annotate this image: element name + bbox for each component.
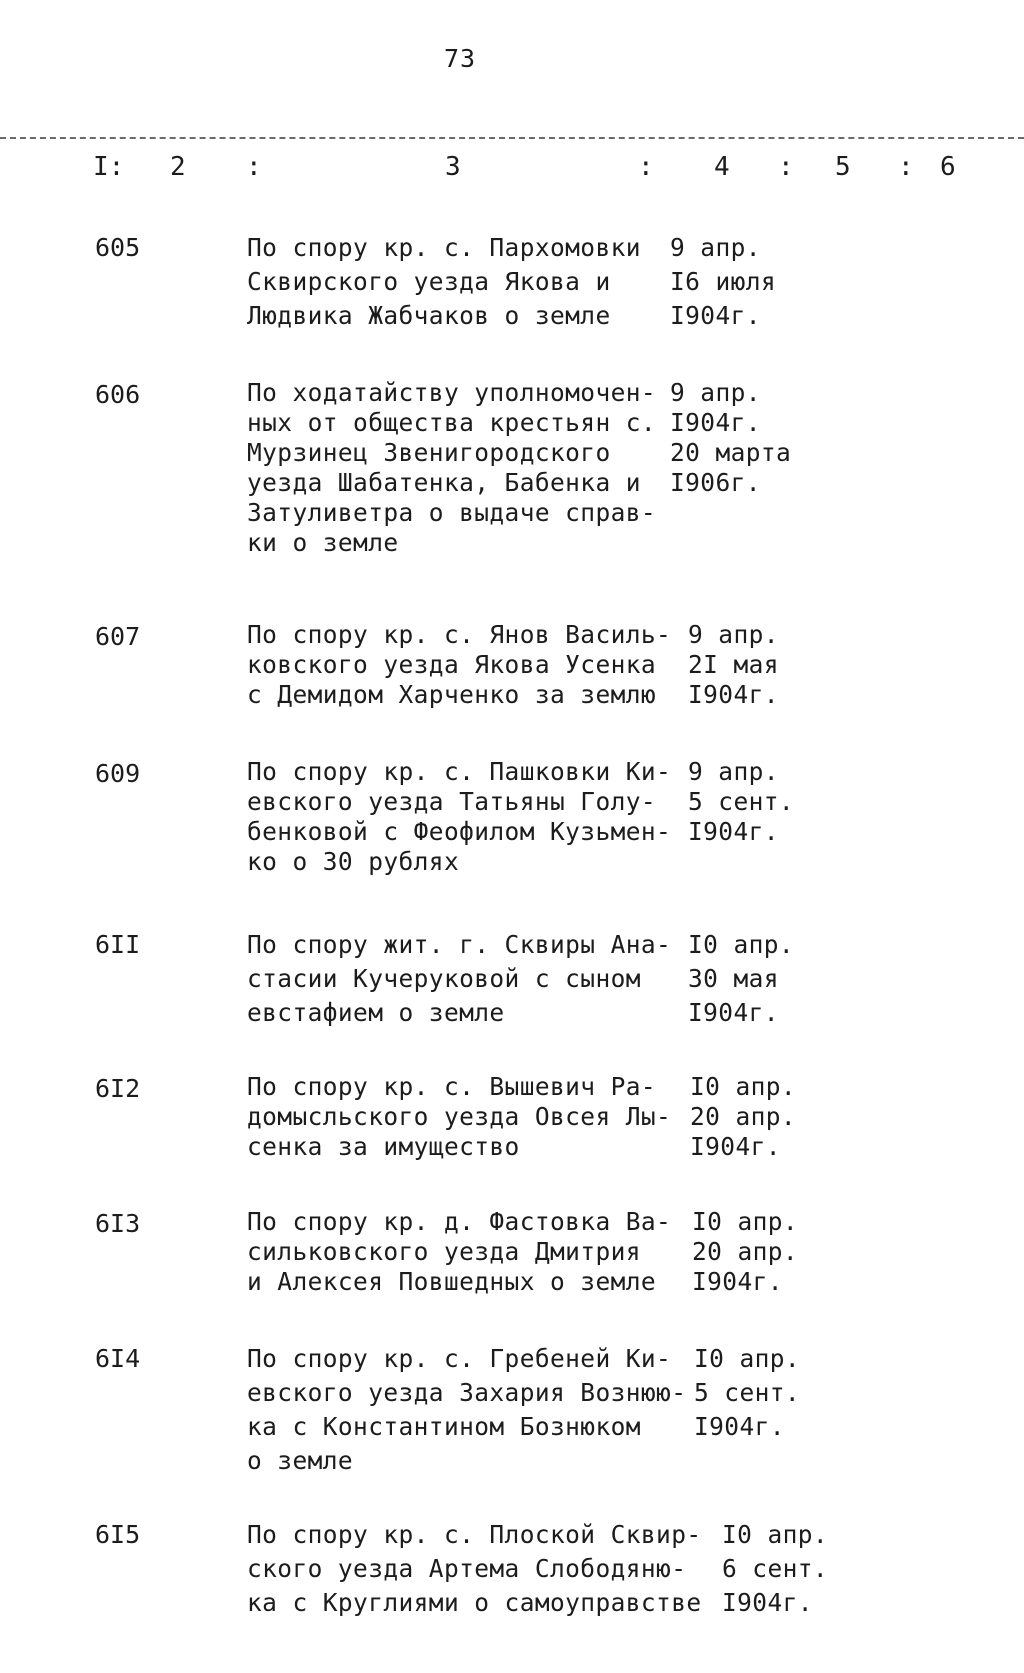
date-line: I904г. xyxy=(722,1588,813,1617)
column-separator: : xyxy=(898,152,914,182)
entry-number: 609 xyxy=(95,759,141,788)
date-line: I904г. xyxy=(690,1132,781,1161)
entry-description xyxy=(247,1207,677,1297)
entry-dates xyxy=(688,620,838,710)
entry-dates xyxy=(670,378,820,498)
description-line: Сквирского уезда Якова и xyxy=(247,267,611,296)
date-line: 20 апр. xyxy=(690,1102,797,1131)
entry-number: 6I2 xyxy=(95,1074,141,1103)
description-line: ковского уезда Якова Усенка xyxy=(247,650,657,679)
description-line: Мурзинец Звенигородского xyxy=(247,438,611,467)
description-line: уезда Шабатенка, Бабенка и xyxy=(247,468,641,497)
description-line: По спору кр. с. Гребеней Ки- xyxy=(247,1344,672,1373)
description-line: бенковой с Феофилом Кузьмен- xyxy=(247,817,672,846)
column-1-label: I: xyxy=(93,152,125,182)
entry-dates xyxy=(688,757,838,847)
description-line: По спору кр. д. Фастовка Ва- xyxy=(247,1207,672,1236)
date-line: I904г. xyxy=(670,408,761,437)
description-line: сильковского уезда Дмитрия xyxy=(247,1237,641,1266)
description-line: Затуливетра о выдаче справ- xyxy=(247,498,657,527)
column-4-label: 4 xyxy=(714,152,730,182)
column-6-label: 6 xyxy=(940,152,956,182)
date-line: 9 апр. xyxy=(670,378,761,407)
date-line: I904г. xyxy=(692,1267,783,1296)
date-line: 5 сент. xyxy=(688,787,795,816)
entry-description xyxy=(247,1518,702,1620)
entry-description xyxy=(247,1342,687,1478)
date-line: I904г. xyxy=(688,817,779,846)
date-line: 5 сент. xyxy=(694,1378,801,1407)
entry-dates xyxy=(692,1207,842,1297)
entry-number: 6I4 xyxy=(95,1344,141,1373)
description-line: ки о земле xyxy=(247,528,399,557)
entry-dates xyxy=(688,928,838,1030)
entry-number: 6I5 xyxy=(95,1520,141,1549)
date-line: I0 апр. xyxy=(722,1520,829,1549)
description-line: ка с Константином Бознюком xyxy=(247,1412,641,1441)
date-line: 20 апр. xyxy=(692,1237,799,1266)
description-line: По спору кр. с. Пархомовки xyxy=(247,233,641,262)
description-line: домысльского уезда Овсея Лы- xyxy=(247,1102,672,1131)
date-line: I904г. xyxy=(688,680,779,709)
date-line: 9 апр. xyxy=(670,233,761,262)
description-line: ных от общества крестьян с. xyxy=(247,408,657,437)
entry-dates xyxy=(694,1342,844,1444)
entry-description xyxy=(247,1072,677,1162)
description-line: ского уезда Артема Слободяню- xyxy=(247,1554,687,1583)
date-line: 9 апр. xyxy=(688,757,779,786)
description-line: По спору жит. г. Сквиры Ана- xyxy=(247,930,672,959)
date-line: I0 апр. xyxy=(690,1072,797,1101)
description-line: о земле xyxy=(247,1446,354,1475)
column-separator: : xyxy=(638,152,654,182)
column-separator: : xyxy=(778,152,794,182)
description-line: ка с Круглиями о самоуправстве xyxy=(247,1588,702,1617)
date-line: I0 апр. xyxy=(694,1344,801,1373)
entry-description xyxy=(247,231,677,333)
entry-dates xyxy=(670,231,820,333)
entry-number: 605 xyxy=(95,233,141,262)
date-line: I0 апр. xyxy=(688,930,795,959)
description-line: По спору кр. с. Пашковки Ки- xyxy=(247,757,672,786)
entry-description xyxy=(247,928,677,1030)
entry-number: 6I3 xyxy=(95,1209,141,1238)
description-line: евского уезда Татьяны Голу- xyxy=(247,787,657,816)
description-line: По спору кр. с. Плоской Сквир- xyxy=(247,1520,702,1549)
description-line: с Демидом Харченко за землю xyxy=(247,680,657,709)
description-line: Людвика Жабчаков о земле xyxy=(247,301,611,330)
description-line: евстафием о земле xyxy=(247,998,505,1027)
date-line: I906г. xyxy=(670,468,761,497)
date-line: I6 июля xyxy=(670,267,777,296)
entry-description xyxy=(247,620,677,710)
column-5-label: 5 xyxy=(835,152,851,182)
description-line: ко о 30 рублях xyxy=(247,847,460,876)
description-line: стасии Кучеруковой с сыном xyxy=(247,964,641,993)
description-line: евского уезда Захария Вознюю- xyxy=(247,1378,687,1407)
entry-number: 6II xyxy=(95,930,141,959)
column-3-label: 3 xyxy=(445,152,461,182)
entry-description xyxy=(247,378,677,558)
date-line: 9 апр. xyxy=(688,620,779,649)
date-line: 2I мая xyxy=(688,650,779,679)
entry-description xyxy=(247,757,677,877)
entry-number: 606 xyxy=(95,380,141,409)
date-line: I904г. xyxy=(670,301,761,330)
entry-dates xyxy=(690,1072,840,1162)
date-line: I0 апр. xyxy=(692,1207,799,1236)
date-line: 30 мая xyxy=(688,964,779,993)
column-2-label: 2 xyxy=(170,152,186,182)
entry-number: 607 xyxy=(95,622,141,651)
column-separator: : xyxy=(246,152,262,182)
description-line: и Алексея Повшедных о земле xyxy=(247,1267,657,1296)
date-line: I904г. xyxy=(688,998,779,1027)
page-number: 73 xyxy=(443,44,477,73)
entry-dates xyxy=(722,1518,872,1620)
description-line: По ходатайству уполномочен- xyxy=(247,378,657,407)
description-line: По спору кр. с. Вышевич Ра- xyxy=(247,1072,657,1101)
date-line: 20 марта xyxy=(670,438,792,467)
date-line: 6 сент. xyxy=(722,1554,829,1583)
description-line: сенка за имущество xyxy=(247,1132,520,1161)
description-line: По спору кр. с. Янов Василь- xyxy=(247,620,672,649)
date-line: I904г. xyxy=(694,1412,785,1441)
